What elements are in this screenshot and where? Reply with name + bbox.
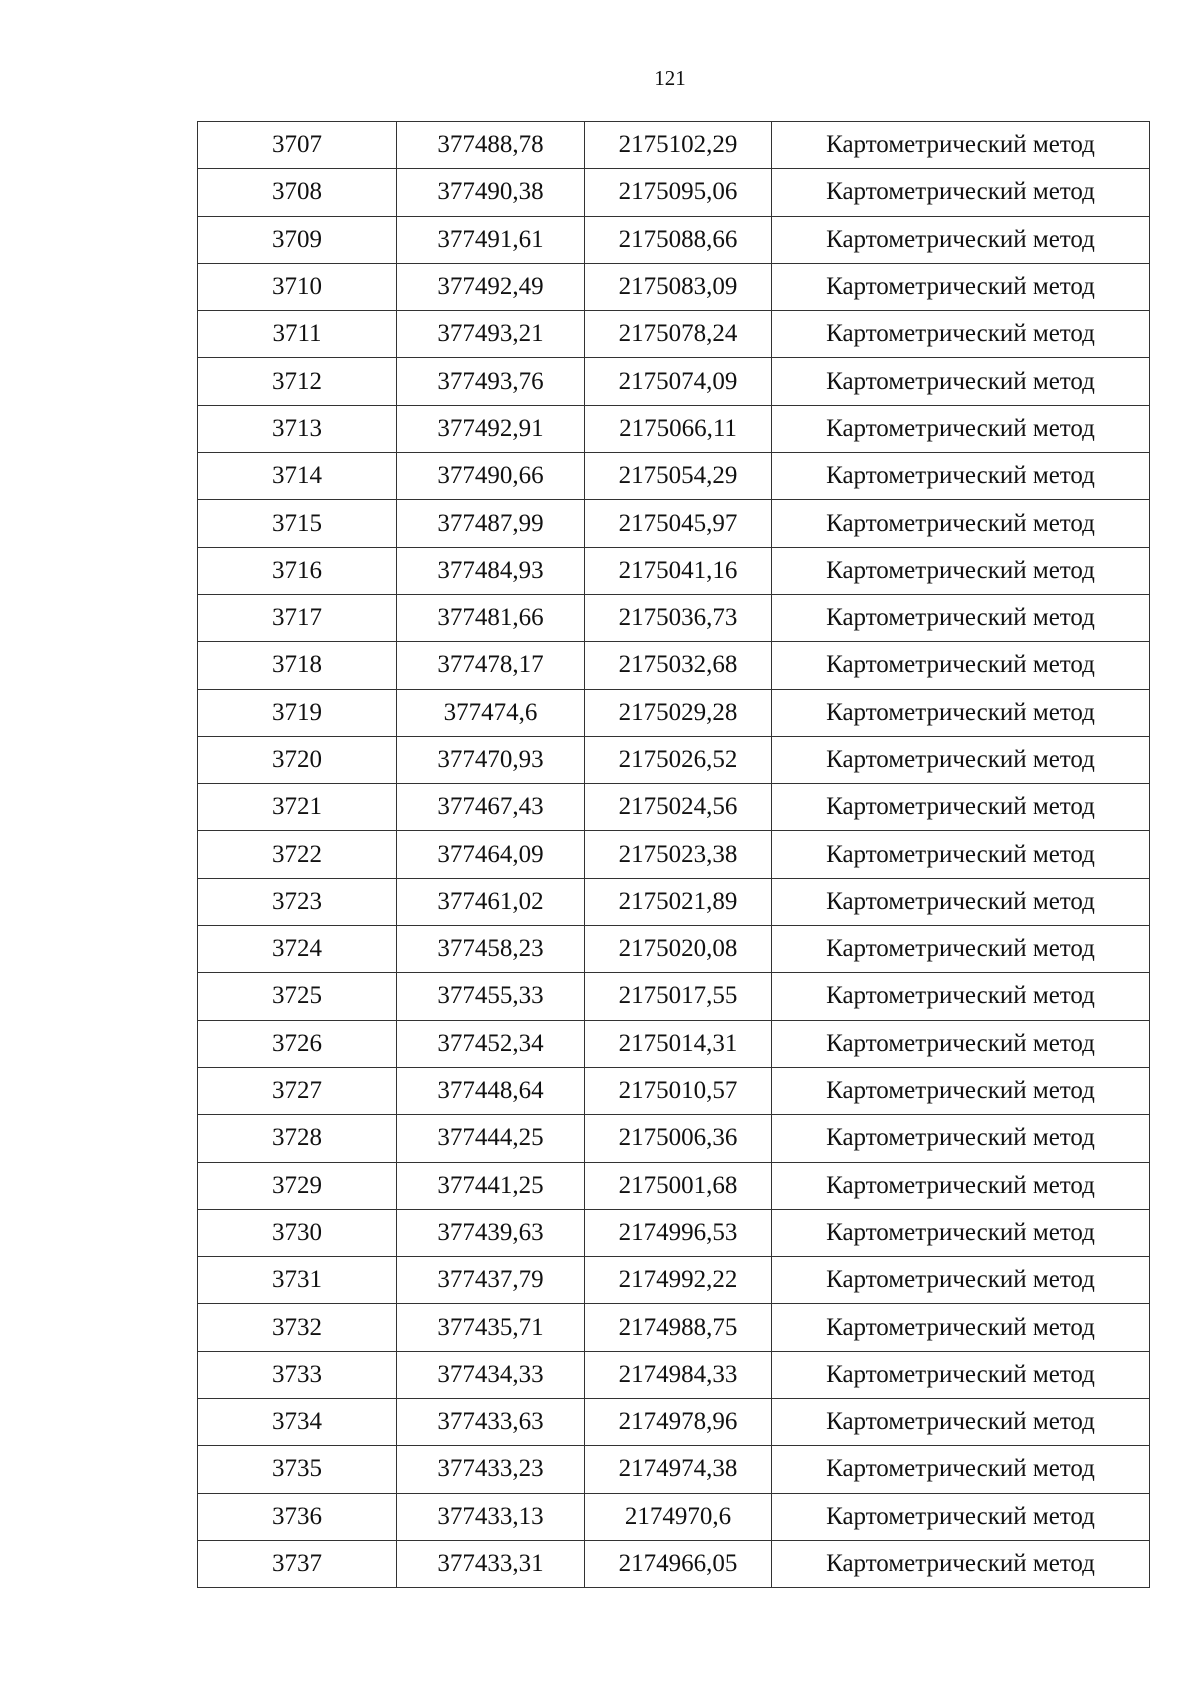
table-row [198, 1067, 1150, 1114]
y-coordinate-cell: 2175032,68 [585, 642, 772, 689]
x-coordinate-cell: 377474,6 [397, 689, 585, 736]
x-coordinate-cell: 377490,66 [397, 453, 585, 500]
point-number-cell: 3718 [198, 642, 397, 689]
x-coordinate-cell: 377481,66 [397, 594, 585, 641]
table-row [198, 1115, 1150, 1162]
point-number-cell: 3710 [198, 263, 397, 310]
point-number-cell: 3713 [198, 405, 397, 452]
table-row [198, 405, 1150, 452]
method-cell: Картометрический метод [772, 1020, 1150, 1067]
y-coordinate-cell: 2175041,16 [585, 547, 772, 594]
method-cell: Картометрический метод [772, 1209, 1150, 1256]
y-coordinate-cell: 2175014,31 [585, 1020, 772, 1067]
x-coordinate-cell: 377488,78 [397, 122, 585, 169]
y-coordinate-cell: 2174966,05 [585, 1540, 772, 1587]
y-coordinate-cell: 2175010,57 [585, 1067, 772, 1114]
y-coordinate-cell: 2175020,08 [585, 926, 772, 973]
y-coordinate-cell: 2175054,29 [585, 453, 772, 500]
table-row [198, 1493, 1150, 1540]
y-coordinate-cell: 2175083,09 [585, 263, 772, 310]
point-number-cell: 3725 [198, 973, 397, 1020]
table-row [198, 500, 1150, 547]
point-number-cell: 3720 [198, 736, 397, 783]
point-number-cell: 3730 [198, 1209, 397, 1256]
point-number-cell: 3715 [198, 500, 397, 547]
point-number-cell: 3714 [198, 453, 397, 500]
method-cell: Картометрический метод [772, 500, 1150, 547]
method-cell: Картометрический метод [772, 1304, 1150, 1351]
x-coordinate-cell: 377478,17 [397, 642, 585, 689]
x-coordinate-cell: 377492,91 [397, 405, 585, 452]
y-coordinate-cell: 2174996,53 [585, 1209, 772, 1256]
method-cell: Картометрический метод [772, 1257, 1150, 1304]
point-number-cell: 3711 [198, 311, 397, 358]
method-cell: Картометрический метод [772, 926, 1150, 973]
point-number-cell: 3732 [198, 1304, 397, 1351]
table-row [198, 1304, 1150, 1351]
method-cell: Картометрический метод [772, 1351, 1150, 1398]
table-row [198, 263, 1150, 310]
point-number-cell: 3708 [198, 169, 397, 216]
method-cell: Картометрический метод [772, 311, 1150, 358]
y-coordinate-cell: 2175036,73 [585, 594, 772, 641]
method-cell: Картометрический метод [772, 878, 1150, 925]
x-coordinate-cell: 377455,33 [397, 973, 585, 1020]
y-coordinate-cell: 2175026,52 [585, 736, 772, 783]
method-cell: Картометрический метод [772, 689, 1150, 736]
table-row [198, 453, 1150, 500]
point-number-cell: 3736 [198, 1493, 397, 1540]
table-row [198, 216, 1150, 263]
method-cell: Картометрический метод [772, 547, 1150, 594]
method-cell: Картометрический метод [772, 453, 1150, 500]
method-cell: Картометрический метод [772, 1446, 1150, 1493]
method-cell: Картометрический метод [772, 1162, 1150, 1209]
table-row [198, 594, 1150, 641]
point-number-cell: 3733 [198, 1351, 397, 1398]
table-row [198, 358, 1150, 405]
table-row [198, 831, 1150, 878]
y-coordinate-cell: 2174984,33 [585, 1351, 772, 1398]
method-cell: Картометрический метод [772, 122, 1150, 169]
point-number-cell: 3726 [198, 1020, 397, 1067]
point-number-cell: 3719 [198, 689, 397, 736]
table-row [198, 926, 1150, 973]
table-row [198, 1209, 1150, 1256]
y-coordinate-cell: 2175045,97 [585, 500, 772, 547]
x-coordinate-cell: 377434,33 [397, 1351, 585, 1398]
table-row [198, 1399, 1150, 1446]
table-row [198, 122, 1150, 169]
x-coordinate-cell: 377493,76 [397, 358, 585, 405]
method-cell: Картометрический метод [772, 263, 1150, 310]
y-coordinate-cell: 2174970,6 [585, 1493, 772, 1540]
x-coordinate-cell: 377484,93 [397, 547, 585, 594]
point-number-cell: 3717 [198, 594, 397, 641]
table-row [198, 1446, 1150, 1493]
x-coordinate-cell: 377458,23 [397, 926, 585, 973]
table-row [198, 736, 1150, 783]
point-number-cell: 3722 [198, 831, 397, 878]
method-cell: Картометрический метод [772, 1493, 1150, 1540]
y-coordinate-cell: 2175088,66 [585, 216, 772, 263]
x-coordinate-cell: 377493,21 [397, 311, 585, 358]
y-coordinate-cell: 2175078,24 [585, 311, 772, 358]
table-row [198, 878, 1150, 925]
point-number-cell: 3731 [198, 1257, 397, 1304]
y-coordinate-cell: 2175095,06 [585, 169, 772, 216]
y-coordinate-cell: 2175023,38 [585, 831, 772, 878]
x-coordinate-cell: 377470,93 [397, 736, 585, 783]
point-number-cell: 3735 [198, 1446, 397, 1493]
y-coordinate-cell: 2174988,75 [585, 1304, 772, 1351]
x-coordinate-cell: 377490,38 [397, 169, 585, 216]
x-coordinate-cell: 377441,25 [397, 1162, 585, 1209]
x-coordinate-cell: 377467,43 [397, 784, 585, 831]
table-row [198, 973, 1150, 1020]
method-cell: Картометрический метод [772, 736, 1150, 783]
table-row [198, 547, 1150, 594]
y-coordinate-cell: 2174978,96 [585, 1399, 772, 1446]
y-coordinate-cell: 2175006,36 [585, 1115, 772, 1162]
x-coordinate-cell: 377464,09 [397, 831, 585, 878]
x-coordinate-cell: 377433,23 [397, 1446, 585, 1493]
method-cell: Картометрический метод [772, 1399, 1150, 1446]
point-number-cell: 3728 [198, 1115, 397, 1162]
method-cell: Картометрический метод [772, 973, 1150, 1020]
method-cell: Картометрический метод [772, 784, 1150, 831]
x-coordinate-cell: 377461,02 [397, 878, 585, 925]
x-coordinate-cell: 377448,64 [397, 1067, 585, 1114]
x-coordinate-cell: 377452,34 [397, 1020, 585, 1067]
method-cell: Картометрический метод [772, 594, 1150, 641]
point-number-cell: 3712 [198, 358, 397, 405]
point-number-cell: 3737 [198, 1540, 397, 1587]
point-number-cell: 3716 [198, 547, 397, 594]
x-coordinate-cell: 377444,25 [397, 1115, 585, 1162]
x-coordinate-cell: 377437,79 [397, 1257, 585, 1304]
x-coordinate-cell: 377433,63 [397, 1399, 585, 1446]
method-cell: Картометрический метод [772, 1067, 1150, 1114]
x-coordinate-cell: 377439,63 [397, 1209, 585, 1256]
y-coordinate-cell: 2174992,22 [585, 1257, 772, 1304]
x-coordinate-cell: 377491,61 [397, 216, 585, 263]
point-number-cell: 3734 [198, 1399, 397, 1446]
point-number-cell: 3723 [198, 878, 397, 925]
point-number-cell: 3707 [198, 122, 397, 169]
table-row [198, 1257, 1150, 1304]
point-number-cell: 3721 [198, 784, 397, 831]
method-cell: Картометрический метод [772, 831, 1150, 878]
point-number-cell: 3729 [198, 1162, 397, 1209]
table-row [198, 311, 1150, 358]
y-coordinate-cell: 2175102,29 [585, 122, 772, 169]
method-cell: Картометрический метод [772, 358, 1150, 405]
table-row [198, 1540, 1150, 1587]
method-cell: Картометрический метод [772, 642, 1150, 689]
y-coordinate-cell: 2174974,38 [585, 1446, 772, 1493]
table-row [198, 1020, 1150, 1067]
table-row [198, 784, 1150, 831]
x-coordinate-cell: 377492,49 [397, 263, 585, 310]
method-cell: Картометрический метод [772, 169, 1150, 216]
page-number: 121 [654, 66, 686, 90]
y-coordinate-cell: 2175017,55 [585, 973, 772, 1020]
y-coordinate-cell: 2175001,68 [585, 1162, 772, 1209]
table-row [198, 642, 1150, 689]
coordinates-table [197, 121, 1150, 1588]
y-coordinate-cell: 2175021,89 [585, 878, 772, 925]
point-number-cell: 3709 [198, 216, 397, 263]
table-row [198, 689, 1150, 736]
table-row [198, 169, 1150, 216]
table-row [198, 1162, 1150, 1209]
point-number-cell: 3727 [198, 1067, 397, 1114]
table-row [198, 1351, 1150, 1398]
x-coordinate-cell: 377433,31 [397, 1540, 585, 1587]
y-coordinate-cell: 2175024,56 [585, 784, 772, 831]
y-coordinate-cell: 2175029,28 [585, 689, 772, 736]
x-coordinate-cell: 377433,13 [397, 1493, 585, 1540]
x-coordinate-cell: 377435,71 [397, 1304, 585, 1351]
method-cell: Картометрический метод [772, 216, 1150, 263]
method-cell: Картометрический метод [772, 1115, 1150, 1162]
method-cell: Картометрический метод [772, 1540, 1150, 1587]
point-number-cell: 3724 [198, 926, 397, 973]
y-coordinate-cell: 2175066,11 [585, 405, 772, 452]
x-coordinate-cell: 377487,99 [397, 500, 585, 547]
coordinates-table-body [198, 122, 1150, 1588]
y-coordinate-cell: 2175074,09 [585, 358, 772, 405]
method-cell: Картометрический метод [772, 405, 1150, 452]
